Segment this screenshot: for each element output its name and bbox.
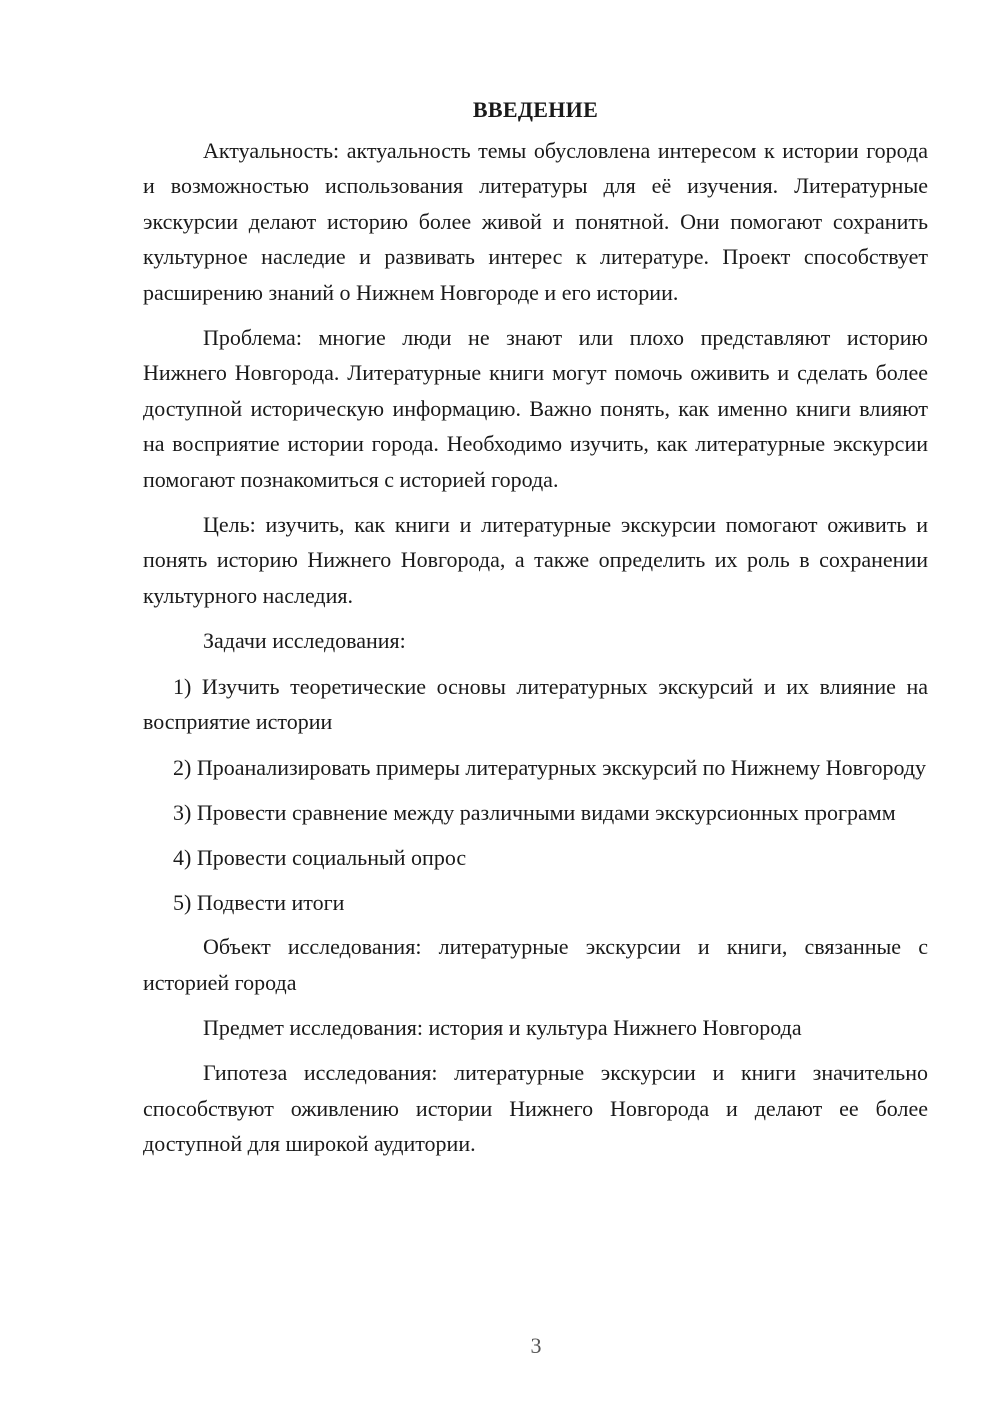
page-title: ВВЕДЕНИЕ xyxy=(472,97,599,122)
paragraph-subject: Предмет исследования: история и культура Нижнего Новгорода xyxy=(203,1014,802,1040)
page-number: 3 xyxy=(530,1333,542,1358)
task-item: 2) Проанализировать примеры литературных экскурсий по Нижнему Новгороду xyxy=(173,754,927,780)
paragraph-goal: Цель: изучить, как книги и литературные экскурсии помогают оживить и понять историю Нижнего Новгорода, а также определить их роль в сохранении культурного наследия. xyxy=(143,512,928,608)
task-item: 4) Провести социальный опрос xyxy=(173,845,467,871)
paragraph-problem: Проблема: многие люди не знают или плохо представляют историю Нижнего Новгорода. Литературные книги могут помочь оживить и сделать более доступной историческую информацию. Важно понять, как именно книги влияют на восприятие истории города. Необходимо изучить, как литературные экскурсии помогают познакомиться с историей города. xyxy=(143,325,928,492)
task-item: 3) Провести сравнение между различными видами экскурсионных программ xyxy=(173,799,896,825)
paragraph-object: Объект исследования: литературные экскурсии и книги, связанные с историей города xyxy=(143,934,928,995)
paragraph-hypothesis: Гипотеза исследования: литературные экскурсии и книги значительно способствуют оживлению истории Нижнего Новгорода и делают ее более доступной для широкой аудитории. xyxy=(143,1060,928,1157)
task-item: 5) Подвести итоги xyxy=(173,889,345,915)
tasks-heading: Задачи исследования: xyxy=(203,628,406,654)
paragraph-relevance: Актуальность: актуальность темы обусловлена интересом к истории города и возможностью использования литературы для её изучения. Литературные экскурсии делают историю более живой и понятной. Они помогают сохранить культурное наследие и развивать интерес к литературе. Проект способствует расширению знаний о Нижнем Новгороде и его истории. xyxy=(143,138,928,305)
task-item: 1) Изучить теоретические основы литературных экскурсий и их влияние на восприятие истории xyxy=(143,673,928,735)
document-page xyxy=(143,92,928,1172)
